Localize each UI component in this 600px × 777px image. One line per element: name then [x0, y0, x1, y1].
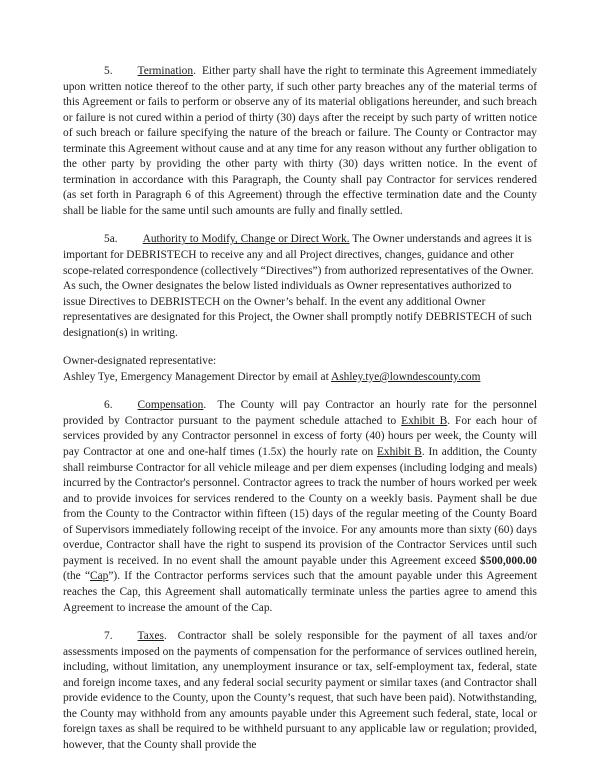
owner-representative-line — [63, 370, 537, 386]
clause-body-compensation-4: (the “ — [63, 570, 91, 583]
owner-representative-label: Owner-designated representative: — [63, 355, 217, 368]
clause-number-7: 7. — [104, 630, 113, 643]
compensation-cap-amount: $500,000.00 — [480, 554, 537, 567]
exhibit-b-reference-second: Exhibit B — [376, 446, 422, 459]
cap-defined-term: Cap — [90, 570, 109, 583]
owner-representative-email[interactable]: Ashley.tye@lowndescounty.com — [330, 370, 481, 383]
clause-body-compensation-1: The County will pay Contractor an hourly rate for the personnel provided by Contractor pursuant to the payment schedule attached to — [63, 399, 537, 427]
exhibit-b-reference-first: Exhibit B — [401, 414, 448, 427]
clause-heading-compensation: Compensation — [137, 399, 204, 412]
paragraph-taxes — [63, 629, 537, 753]
clause-number-6: 6. — [104, 399, 113, 412]
paragraph-authority — [63, 232, 537, 341]
clause-heading-taxes: Taxes — [137, 630, 164, 643]
clause-body-compensation-5: ”). If the Contractor performs services such that the amount payable under this Agreement reaches the Cap, this Agreement shall automatically terminate unless the parties agree to amend this Agreement to increase the amount of the Cap. — [63, 570, 537, 614]
clause-body-termination: Either party shall have the right to terminate this Agreement immediately upon written notice thereof to the other party, if such other party breaches any of the material terms of this Agreement or fails to perform or observe any of its material obligations hereunder, and such breach or failure is not cured within a period of thirty (30) days after the receipt by such party of written notice of such breach or failure specifying the nature of the breach or failure. The County or Contractor may terminate this Agreement without cause and at any time for any reason without any further obligation to the other party by providing the other party with thirty (30) days written notice. In the event of termination in accordance with this Paragraph, the County shall pay Contractor for services rendered (as set forth in Paragraph 6 of this Agreement) through the effective termination date and the County shall be liable for the same until such amounts are fully and finally settled. — [63, 65, 537, 217]
clause-number-5a: 5a. — [104, 233, 118, 246]
clause-heading-taxes-period: . — [163, 630, 167, 643]
clause-body-taxes: Contractor shall be solely responsible for the payment of all taxes and/or assessments imposed on the payments of compensation for the performance of services outlined herein, including, without limitation, any unemployment insurance or tax, self-employment tax, federal, state and foreign income taxes, and any federal social security payment or similar taxes (and Contractor shall provide evidence to the County, upon the County’s request, that such have been paid). Notwithstanding, the County may withhold from any amounts payable under this Agreement such federal, state, local or foreign taxes as shall be required to be withheld pursuant to any applicable law or regulation; provided, however, that the County shall provide the — [63, 630, 537, 751]
owner-representative-name: Ashley Tye, Emergency Management Director by email at — [63, 370, 331, 383]
clause-number-5: 5. — [104, 65, 113, 77]
clause-heading-termination-period: . — [193, 65, 196, 77]
paragraph-compensation — [63, 398, 537, 616]
clause-body-authority: The Owner understands and agrees it is important for DEBRISTECH to receive any and all Project directives, changes, guidance and other scope-related correspondence (collectively “Directives”) from authorized representatives of the Owner. As such, the Owner designates the below listed individuals as Owner representatives authorized to issue Directives to DEBRISTECH on the Owner’s behalf. In the event any additional Owner representatives are designated for this Project, the Owner shall promptly notify DEBRISTECH of such designation(s) in writing. — [63, 233, 534, 339]
clause-heading-compensation-period: . — [203, 399, 207, 412]
paragraph-termination — [63, 64, 537, 219]
clause-heading-termination: Termination — [137, 65, 194, 77]
clause-heading-authority: Authority to Modify, Change or Direct Work. — [142, 233, 350, 246]
clause-body-compensation-3: . In addition, the County shall reimburse Contractor for all vehicle mileage and per diem expenses (including lodging and meals) incurred by the Contractor's personnel. Contractor agrees to track the number of hours worked per week and to provide invoices for services rendered to the County on a weekly basis. Payment shall be due from the County to the Contractor within fifteen (15) days of the regular meeting of the County Board of Supervisors immediately following receipt of the invoice. For any amounts more than sixty (60) days overdue, Contractor shall have the right to suspend its provision of the Contractor Services until such payment is received. In no event shall the amount payable under this Agreement exceed — [63, 446, 537, 567]
document-text-column — [63, 64, 537, 766]
clause-body-compensation-2: . For each hour of services provided by any Contractor personnel in excess of forty (40) hours per week, the County will pay Contractor at one and one-half times (1.5x) the hourly rate on — [63, 414, 537, 459]
